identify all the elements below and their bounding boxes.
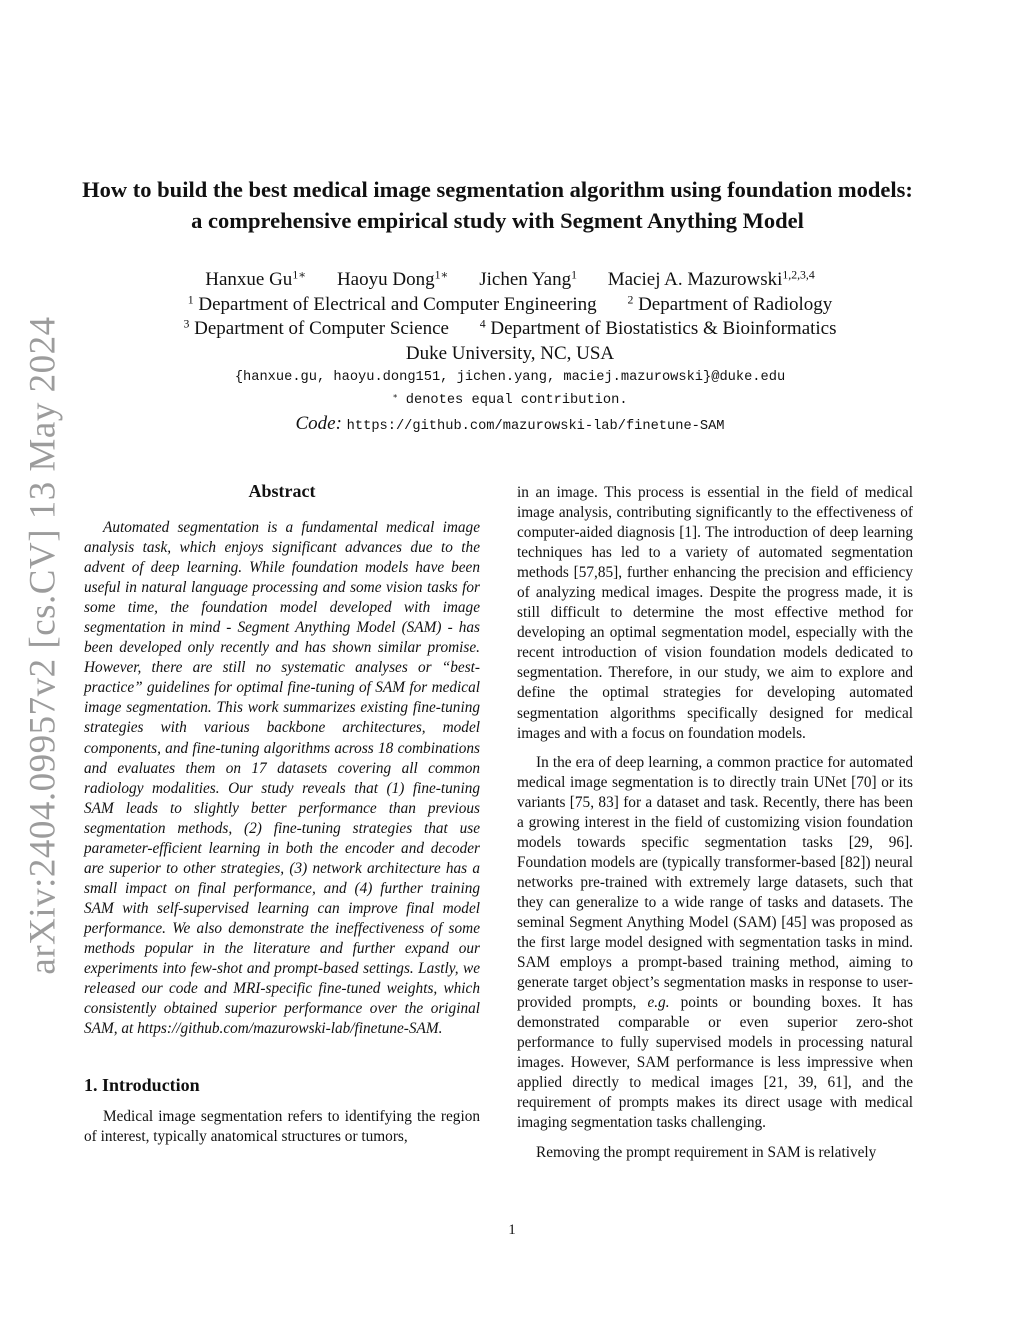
intro-paragraph-1-continued: in an image. This process is essential in the field of medical image analysis, contributing significantly to the effectiveness of computer-aided diagnosis [1]. The introduction of deep learning techniques has led to a variety of automated segmentation methods [57,85], further enhancing the precision and efficiency of analyzing medical images. Despite the progress made, it is still difficult to determine the most effective method for developing an optimal segmentation model, especially with the recent introduction of vision foundation models dedicated to segmentation. Therefore, in our study, we aim to explore and define the optimal strategies for developing automated segmentation algorithms specifically designed for medical images and with a focus on foundation models.: [517, 484, 913, 742]
author-affiliation-mark: 1,2,3,4: [782, 268, 815, 282]
affiliation-name: Department of Computer Science: [194, 318, 449, 339]
paragraph-text: points or bounding boxes. It has demonstrated comparable or even superior zero-shot performance to fully supervised models in processing natural images. However, SAM performance is less impressive when applied directly to medical images [21, 39, 61], and the requirement of prompts makes its direct usage with medical imaging segmentation tasks challenging.: [517, 994, 913, 1132]
intro-paragraph-3-start: Removing the prompt requirement in SAM is relatively: [536, 1143, 877, 1161]
affiliation-name: Department of Radiology: [638, 293, 833, 315]
arxiv-identifier-text: arXiv:2404.09957v2 [cs.CV] 13 May 2024: [22, 315, 64, 975]
abstract-heading: Abstract: [248, 481, 316, 501]
author-block: [100, 268, 920, 439]
author-list: [100, 268, 920, 293]
author-affiliation-mark: 1∗: [292, 268, 307, 282]
affiliation-name: Department of Electrical and Computer Engineering: [198, 293, 597, 315]
paragraph-text: In the era of deep learning, a common practice for automated medical image segmentation is to directly train UNet [70] or its variants [75, 83] for a dataset and task. Recently, there has been a growing interest in the field of customizing vision foundation models towards specific segmentation tasks [29, 96]. Foundation models are (typically transformer-based [82]) neural networks pre-trained with extremely large datasets, such that they can generalize to a wide range of tasks and datasets. The seminal Segment Anything Model (SAM) [45] was proposed as the first large model designed with segmentation tasks in mind. SAM employs a prompt-based training method, aiming to generate target object’s segmentation masks in response to user-provided prompts,: [517, 753, 913, 1012]
affiliation-mark: 2: [627, 293, 634, 307]
abstract-text: Automated segmentation is a fundamental medical image analysis task, which enjoys significant advances due to the advent of deep learning. While foundation models have been useful in natural language processing and some vision tasks for some time, the foundation model developed with image segmentation in mind - Segment Anything Model (SAM) - has been developed only recently and has shown similar promise. However, there are still no systematic analyses or “best-practice” guidelines for optimal fine-tuning of SAM for medical image segmentation. This work summarizes existing fine-tuning strategies with various backbone architectures, model components, and fine-tuning algorithms across 18 combinations and evaluates them on 17 datasets covering all common radiology modalities. Our study reveals that (1) fine-tuning SAM leads to slightly better performance than previous segmentation methods, (2) fine-tuning strategies that use parameter-efficient learning in both the encoder and decoder are superior to other strategies, (3) network architecture has a small impact on final performance, and (4) further training SAM with self-supervised learning can improve final model performance. We also demonstrate the ineffectiveness of some methods popular in the literature and further expand our experiments into few-shot and prompt-based settings. Lastly, we released our code and MRI-specific fine-tuned weights, which consistently obtained superior performance over the original SAM, at https://github.com/mazurowski-lab/finetune-SAM.: [84, 519, 480, 1038]
affiliation-mark: 3: [183, 317, 190, 331]
introduction-heading: 1. Introduction: [84, 1075, 200, 1096]
author-name: Maciej A. Mazurowski: [607, 269, 783, 290]
author-affiliation-mark: 1: [571, 268, 577, 282]
code-link-line: [100, 412, 920, 439]
author-emails: {hanxue.gu, haoyu.dong151, jichen.yang, maciej.mazurowski}@duke.edu: [234, 370, 786, 385]
intro-paragraph-1-start: Medical image segmentation refers to identifying the region of interest, typically anatomical structures or tumors,: [84, 1108, 480, 1146]
paper-title: How to build the best medical image segmentation algorithm using foundation models: a comprehensive empirical study with Segment Anything Model: [82, 177, 913, 233]
page-number: 1: [508, 1222, 516, 1238]
affiliation-mark: 1: [187, 293, 194, 307]
affiliation-line: [100, 317, 920, 342]
code-label: Code:: [295, 413, 342, 434]
author-name: Jichen Yang: [479, 269, 572, 290]
university: Duke University, NC, USA: [405, 342, 615, 364]
author-name: Hanxue Gu: [205, 269, 293, 290]
author-affiliation-mark: 1∗: [434, 268, 449, 282]
author-name: Haoyu Dong: [336, 269, 435, 290]
eg-abbreviation: e.g.: [647, 994, 670, 1012]
intro-paragraph-2: [517, 753, 913, 1134]
code-url[interactable]: https://github.com/mazurowski-lab/finetune-SAM: [346, 419, 725, 434]
left-column: [84, 480, 480, 1147]
affiliation-mark: 4: [479, 317, 486, 331]
right-column: [517, 483, 913, 1163]
equal-contribution-mark: ∗: [392, 391, 398, 402]
affiliation-line: [100, 293, 920, 318]
equal-contribution-text: denotes equal contribution.: [405, 393, 628, 408]
affiliation-name: Department of Biostatistics & Bioinformatics: [490, 318, 837, 339]
equal-contribution-note: [100, 389, 920, 412]
arxiv-identifier: [5, 315, 81, 975]
